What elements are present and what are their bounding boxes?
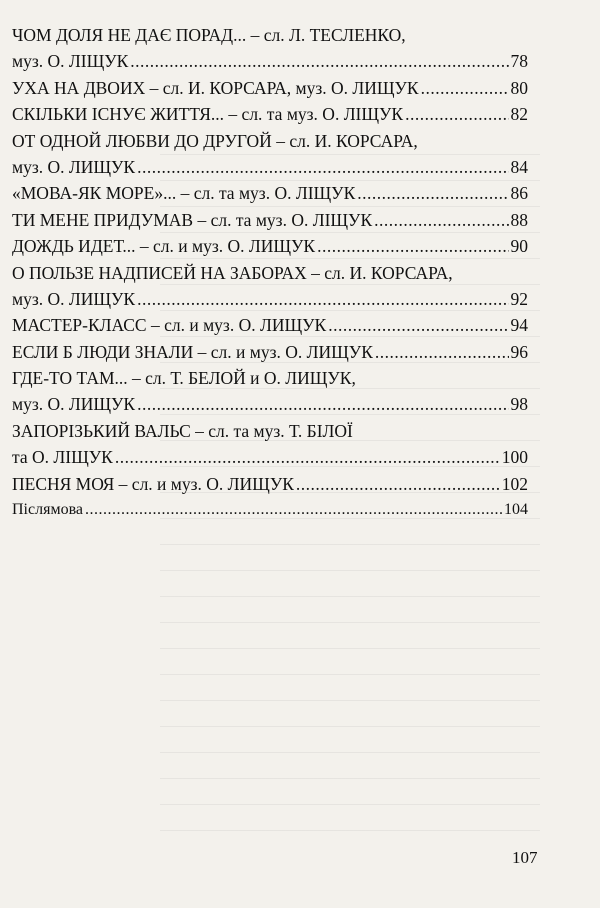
toc-entry: [12, 471, 528, 497]
leader-dots: [357, 180, 508, 206]
toc-entry-title: ПЕСНЯ МОЯ – сл. и муз. О. ЛИЩУК: [12, 473, 294, 494]
toc-entry-title: ОТ ОДНОЙ ЛЮБВИ ДО ДРУГОЙ – сл. И. КОРСАРА,: [12, 130, 418, 151]
toc-entry-title: Післямова: [12, 501, 84, 519]
leader-dots: [137, 154, 508, 180]
toc-entry-page: 84: [510, 156, 528, 177]
toc-entry: [12, 391, 528, 417]
leader-dots: [85, 497, 502, 523]
toc-entry-page: 96: [510, 341, 528, 362]
toc-entry-title: ЗАПОРІЗЬКИЙ ВАЛЬС – сл. та муз. Т. БІЛОЇ: [12, 420, 353, 441]
toc-entry-title: муз. О. ЛИЩУК: [12, 394, 136, 415]
leader-dots: [374, 207, 508, 233]
leader-dots: [421, 75, 509, 101]
toc-entry-page: 78: [510, 51, 528, 72]
toc-entry-title: ЕСЛИ Б ЛЮДИ ЗНАЛИ – сл. и муз. О. ЛИЩУК: [12, 341, 373, 362]
toc-entry-title: ЧОМ ДОЛЯ НЕ ДАЄ ПОРАД... – сл. Л. ТЕСЛЕНКО,: [12, 25, 406, 45]
toc-entry-title: «МОВА-ЯК МОРЕ»... – сл. та муз. О. ЛІЩУК: [12, 183, 356, 204]
toc-entry-title: СКІЛЬКИ ІСНУЄ ЖИТТЯ... – сл. та муз. О. ЛІЩУК: [12, 104, 404, 125]
toc-entry: [12, 233, 528, 259]
toc-entry: [12, 497, 528, 523]
toc-entry-title: О ПОЛЬЗЕ НАДПИСЕЙ НА ЗАБОРАХ – сл. И. КОРСАРА,: [12, 262, 453, 283]
toc-entry-page: 94: [510, 315, 528, 336]
toc-entry-title: УХА НА ДВОИХ – сл. И. КОРСАРА, муз. О. ЛИЩУК: [12, 77, 419, 98]
toc-entry: [12, 312, 528, 338]
toc-entry-page: 88: [510, 209, 528, 230]
toc-entry-title: муз. О. ЛИЩУК: [12, 288, 136, 309]
toc-entry-title: ДОЖДЬ ИДЕТ... – сл. и муз. О. ЛИЩУК: [12, 236, 316, 257]
page-number: 107: [512, 848, 538, 867]
toc-entry-page: 98: [510, 394, 528, 415]
toc-entry-title: ТИ МЕНЕ ПРИДУМАВ – сл. та муз. О. ЛІЩУК: [12, 209, 373, 230]
toc-entry-page: 104: [504, 501, 528, 519]
leader-dots: [115, 444, 500, 470]
toc-entry: [12, 365, 528, 391]
table-of-contents: [12, 22, 528, 523]
toc-entry-page: 90: [510, 236, 528, 257]
toc-entry: [12, 154, 528, 180]
toc-entry: [12, 75, 528, 101]
toc-entry-title: муз. О. ЛІЩУК: [12, 51, 129, 72]
toc-entry-title: та О. ЛІЩУК: [12, 447, 113, 468]
leader-dots: [317, 233, 508, 259]
toc-entry-title: МАСТЕР-КЛАСС – сл. и муз. О. ЛИЩУК: [12, 315, 327, 336]
toc-entry-page: 100: [501, 447, 528, 468]
toc-entry-page: 80: [510, 77, 528, 98]
toc-entry-page: 102: [501, 473, 528, 494]
leader-dots: [405, 101, 508, 127]
leader-dots: [137, 286, 508, 312]
toc-entry-page: 92: [510, 288, 528, 309]
toc-entry-page: 86: [510, 183, 528, 204]
toc-entry: [12, 339, 528, 365]
leader-dots: [296, 471, 500, 497]
toc-entry: [12, 418, 528, 444]
leader-dots: [375, 339, 509, 365]
leader-dots: [137, 391, 508, 417]
toc-entry: [12, 101, 528, 127]
leader-dots: [328, 312, 508, 338]
toc-entry: [12, 128, 528, 154]
toc-entry: [12, 260, 528, 286]
toc-entry-title: муз. О. ЛИЩУК: [12, 156, 136, 177]
toc-entry-title: ГДЕ-ТО ТАМ... – сл. Т. БЕЛОЙ и О. ЛИЩУК,: [12, 368, 356, 389]
toc-entry: [12, 444, 528, 470]
toc-entry-page: 82: [510, 104, 528, 125]
leader-dots: [130, 48, 508, 74]
toc-entry: [12, 48, 528, 74]
toc-entry: [12, 286, 528, 312]
toc-entry: [12, 180, 528, 206]
toc-entry: [12, 22, 528, 48]
toc-entry: [12, 207, 528, 233]
